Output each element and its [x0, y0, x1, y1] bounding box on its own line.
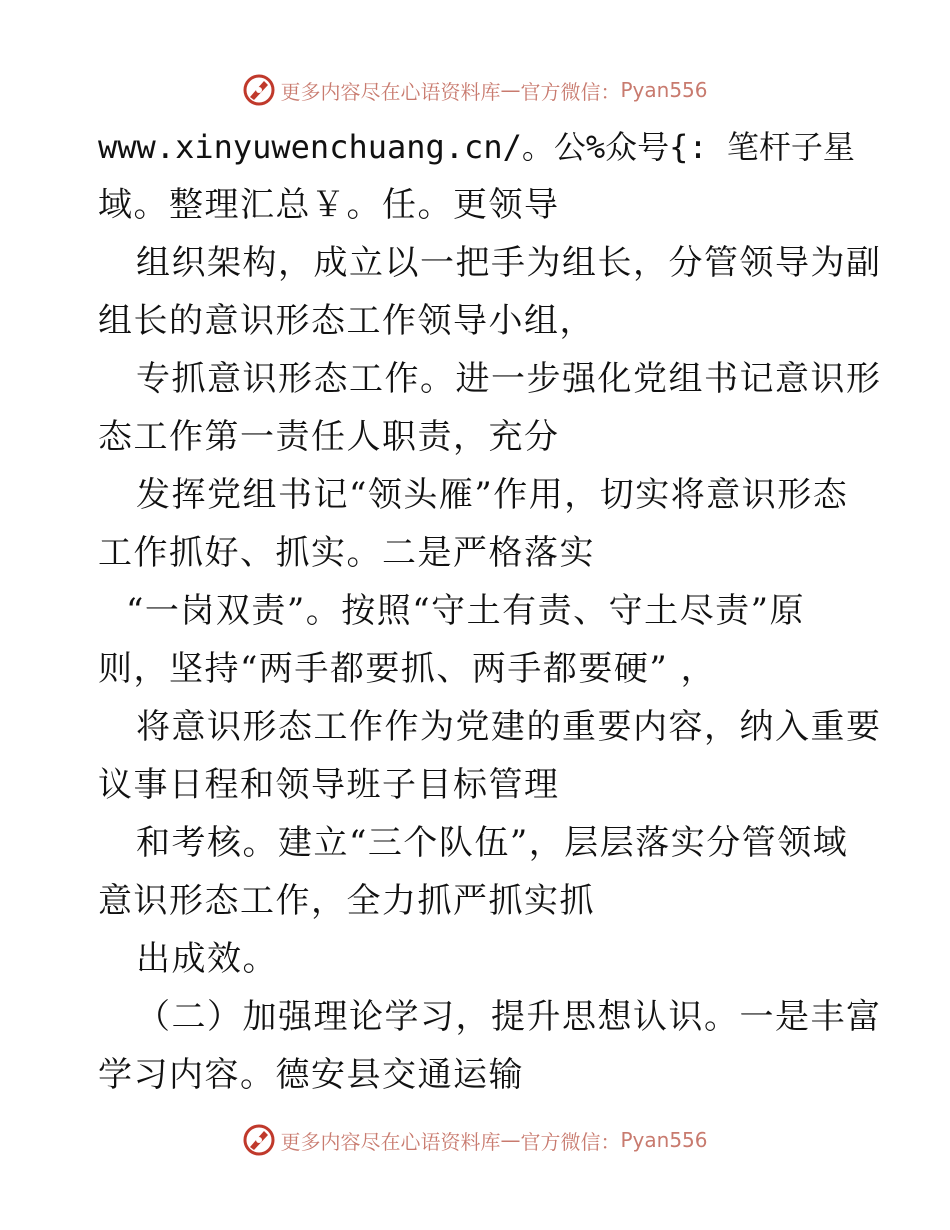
body-line: 域。整理汇总￥。任。更领导 — [98, 185, 560, 225]
header-watermark-banner — [0, 70, 950, 110]
banner-wechat-id: Pyan556 — [620, 78, 708, 102]
body-line: 学习内容。德安县交通运输 — [98, 1055, 524, 1095]
banner-wechat-id: Pyan556 — [620, 1128, 708, 1152]
body-line: 则，坚持“两手都要抓、两手都要硬” ， — [98, 649, 717, 689]
pen-logo-icon — [242, 1123, 276, 1157]
body-line: 态工作第一责任人职责，充分 — [98, 417, 560, 457]
banner-wechat-label: 官方微信： — [520, 1129, 621, 1154]
banner-dash: — — [500, 78, 521, 102]
footer-watermark-banner — [0, 1120, 950, 1160]
body-line: 和考核。建立“三个队伍”，层层落实分管领域 — [136, 823, 849, 863]
body-line: 议事日程和领导班子目标管理 — [98, 765, 560, 805]
body-line: 将意识形态工作作为党建的重要内容，纳入重要 — [136, 707, 882, 747]
body-line: 意识形态工作，全力抓严抓实抓 — [98, 881, 595, 921]
body-line: 专抓意识形态工作。进一步强化党组书记意识形 — [136, 359, 882, 399]
body-line: 组长的意识形态工作领导小组， — [98, 301, 595, 341]
banner-main-text: 更多内容尽在心语资料库 — [280, 79, 501, 104]
body-line: 发挥党组书记“领头雁”作用，切实将意识形态 — [136, 475, 849, 515]
body-line: “一岗双责”。按照“守土有责、守土尽责”原 — [126, 591, 806, 631]
pen-logo-icon — [242, 73, 276, 107]
document-body — [98, 118, 882, 1104]
banner-main-text: 更多内容尽在心语资料库 — [280, 1129, 501, 1154]
body-line: www.xinyuwenchuang.cn/。公%众号{: 笔杆子星 — [98, 128, 855, 166]
body-line: 出成效。 — [136, 939, 278, 979]
body-line: （二）加强理论学习，提升思想认识。一是丰富 — [136, 997, 882, 1037]
banner-wechat-label: 官方微信： — [520, 79, 621, 104]
body-line: 组织架构，成立以一把手为组长，分管领导为副 — [136, 243, 882, 283]
banner-dash: — — [500, 1128, 521, 1152]
body-line: 工作抓好、抓实。二是严格落实 — [98, 533, 595, 573]
